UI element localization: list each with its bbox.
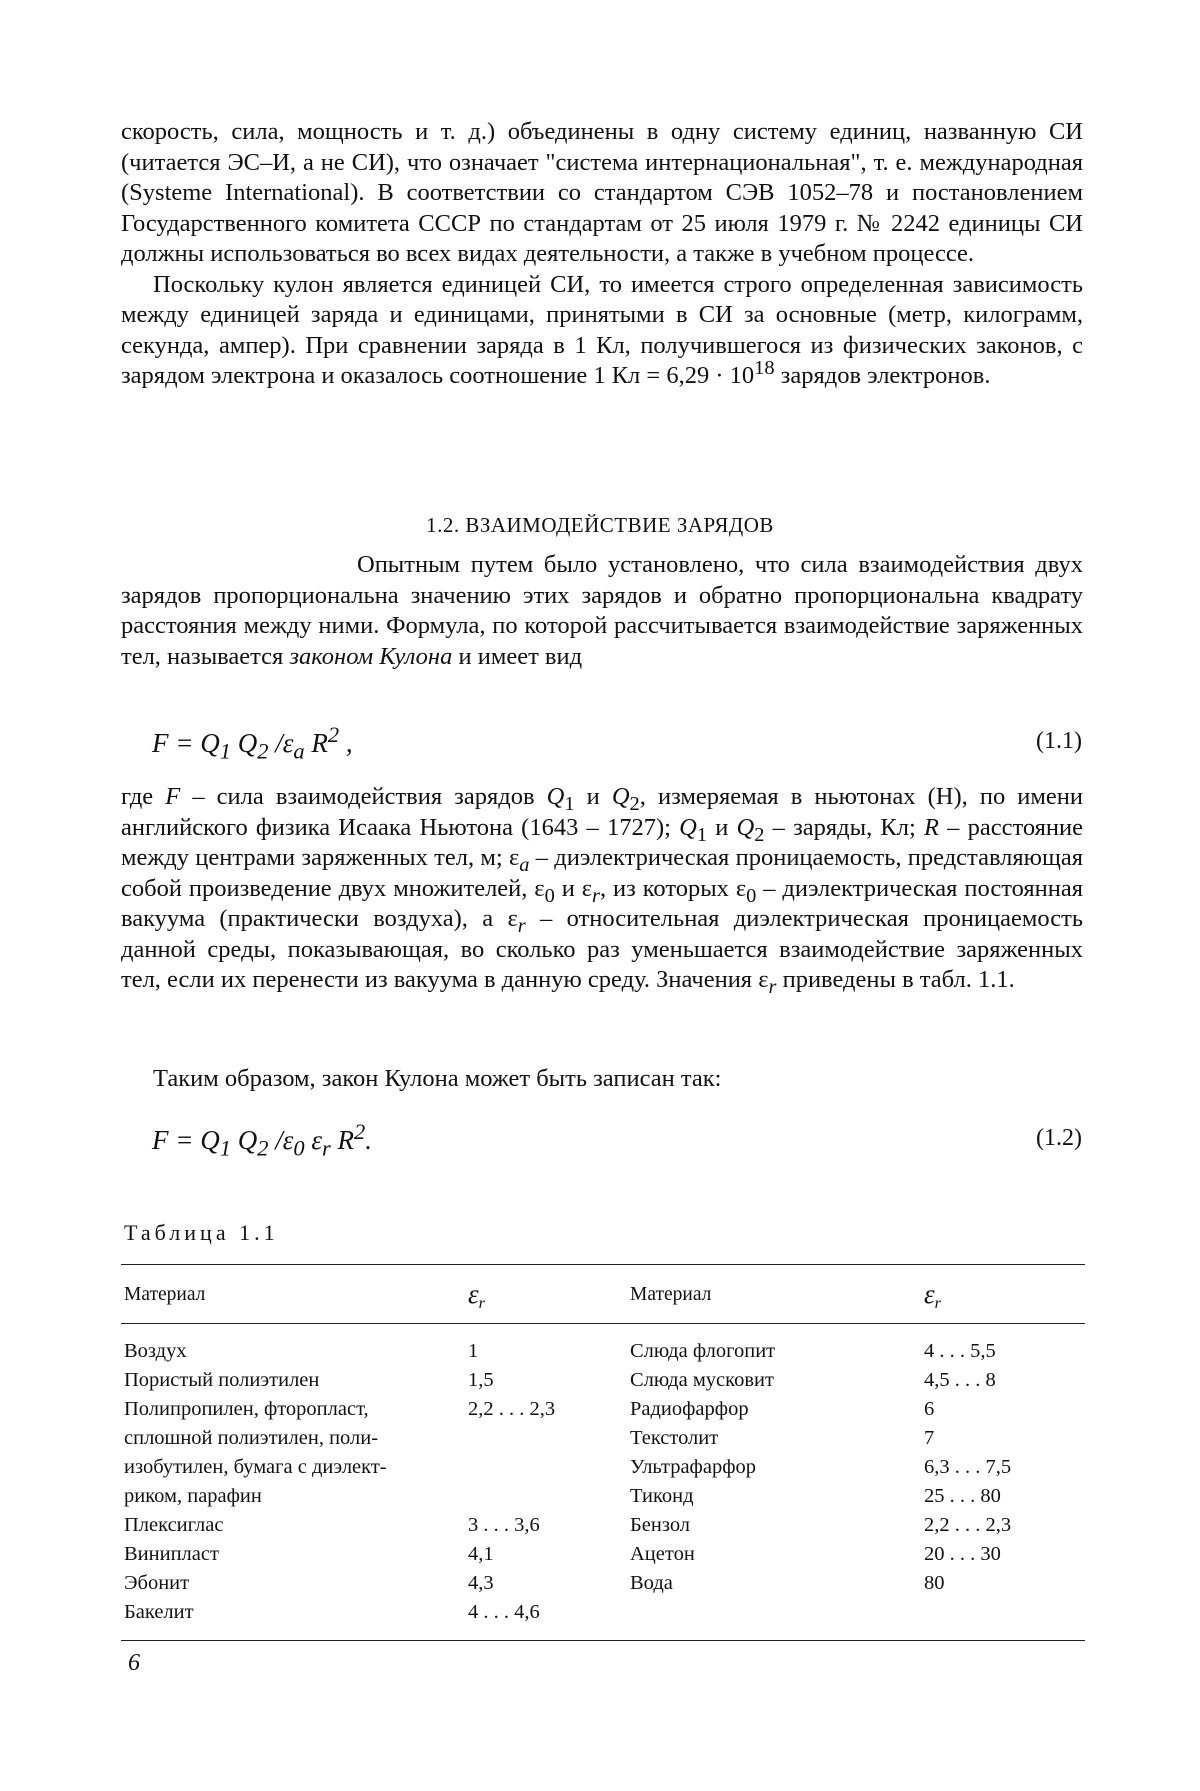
left-value-cell: 4 . . . 4,6 <box>468 1601 540 1623</box>
intro-text <box>121 117 1083 392</box>
where-erc-sub: r <box>768 975 777 998</box>
formula-2-er: ε <box>304 1125 322 1155</box>
section-p1-end: и имеет вид <box>452 642 583 670</box>
right-value-cell: 4 . . . 5,5 <box>924 1340 996 1362</box>
formula-1-tail: , <box>339 728 353 758</box>
header-eps-left <box>468 1280 485 1312</box>
where-t13: приведены в табл. 1.1. <box>776 966 1015 993</box>
table-bottom-rule <box>121 1640 1085 1641</box>
left-value-cell: 3 . . . 3,6 <box>468 1514 540 1536</box>
left-material-cell: риком, парафин <box>124 1485 262 1507</box>
where-ea-sub: a <box>519 853 530 876</box>
where-Q2b: Q <box>736 813 755 841</box>
left-material-cell: Винипласт <box>124 1543 219 1565</box>
table-header-row <box>124 1279 1084 1312</box>
header-eps-right-symbol: ε <box>924 1279 935 1309</box>
formula-1-mid: Q <box>230 728 258 758</box>
where-t5: и <box>707 813 737 841</box>
where-R: R <box>923 813 939 841</box>
intro-p2-end: зарядов электронов. <box>774 362 991 389</box>
left-material-cell: Эбонит <box>124 1572 190 1594</box>
right-material-cell: Слюда флогопит <box>630 1340 776 1362</box>
where-s2b: 2 <box>754 823 765 846</box>
table-top-rule <box>121 1264 1085 1265</box>
left-material-cell: Полипропилен, фторопласт, <box>124 1398 369 1420</box>
where-t11: – диэлектрическая постоянная вакуума (практически воздуха), а ε <box>121 874 1084 932</box>
formula-2-z-sub: 0 <box>293 1135 305 1161</box>
where-t8: – диэлектрическая проницаемость, представляющая собой произведение двух множителей, ε <box>121 844 1083 902</box>
where-text <box>121 782 1083 996</box>
where-s2: 2 <box>629 792 640 815</box>
header-eps-left-symbol: ε <box>468 1279 479 1309</box>
formula-1-a-sub: a <box>293 738 305 764</box>
right-value-cell: 6,3 . . . 7,5 <box>924 1456 1012 1478</box>
table-row <box>124 1598 1084 1627</box>
where-paragraph <box>121 782 1083 996</box>
intro-paragraph-2 <box>121 270 1083 392</box>
where-erb-sub: r <box>517 914 526 937</box>
right-material-cell: Тиконд <box>630 1485 694 1507</box>
left-material-cell: Бакелит <box>124 1601 194 1623</box>
right-material-cell: Ацетон <box>630 1543 695 1565</box>
formula-1-lhs: F = Q <box>152 728 220 758</box>
left-material-cell: изобутилен, бумага с диэлект- <box>124 1456 387 1478</box>
header-material-left: Материал <box>124 1284 206 1305</box>
section-heading: 1.2. ВЗАИМОДЕЙСТВИЕ ЗАРЯДОВ <box>426 513 774 537</box>
table-row <box>124 1482 1084 1511</box>
where-Q2: Q <box>611 783 630 810</box>
intro-p2-exponent: 18 <box>754 356 775 379</box>
table-header-rule <box>121 1323 1085 1324</box>
where-t1: где <box>121 783 166 810</box>
where-s1: 1 <box>564 792 575 815</box>
table-header <box>124 1279 1084 1312</box>
formula-1-div: /ε <box>268 728 294 758</box>
formula-1-q2-sub: 2 <box>257 738 269 764</box>
right-value-cell: 25 . . . 80 <box>924 1485 1001 1507</box>
right-value-cell: 6 <box>924 1398 935 1420</box>
formula-1-2 <box>152 1119 1082 1161</box>
where-t10: , из которых ε <box>600 874 747 902</box>
page-number: 6 <box>128 1650 140 1676</box>
section-text <box>121 550 1083 672</box>
formula-2-div: /ε <box>268 1125 294 1155</box>
where-t2: – сила взаимодействия зарядов <box>180 783 547 810</box>
formula-2-R: R <box>330 1125 355 1155</box>
formula-1-r: R <box>304 728 328 758</box>
intro-paragraph-1: скорость, сила, мощность и т. д.) объединены в одну систему единиц, названную СИ (читается ЭС–И, а не СИ), что означает "система интернациональная", т. е. международная (Systeme International). В соответствии со стандартом СЭВ 1052–78 и постановлением Государственного комитета СССР по стандартам от 25 июля 1979 г. № 2242 единицы СИ должны использоваться во всех видах деятельности, а также в учебном процессе. <box>121 118 1083 267</box>
table-row <box>124 1424 1084 1453</box>
left-value-cell: 1 <box>468 1340 479 1362</box>
intro-p2-start: Поскольку кулон является единицей СИ, то имеется строго определенная зависимость между единицей заряда и единицами, принятыми в СИ за основные (метр, килограмм, секунда, ампер). При сравнении заряда в 1 Кл, получившегося из физических законов, с зарядом электрона и оказалось соотношение 1 Кл = 6,29 · 10 <box>121 270 1083 389</box>
section-paragraph-1 <box>121 550 1083 672</box>
header-eps-right-sub: r <box>934 1293 941 1312</box>
formula-2-q1-sub: 1 <box>219 1135 231 1161</box>
where-F: F <box>165 783 181 810</box>
where-ea: ε <box>508 844 520 871</box>
left-material-cell: сплошной полиэтилен, поли- <box>124 1427 379 1449</box>
thus-text <box>121 1064 1083 1095</box>
header-material-right: Материал <box>630 1284 712 1305</box>
left-value-cell: 1,5 <box>468 1369 494 1391</box>
where-t9: и ε <box>554 874 593 902</box>
formula-1-1 <box>152 722 1082 764</box>
table-row <box>124 1569 1084 1598</box>
left-material-cell: Пористый полиэтилен <box>124 1369 320 1391</box>
formula-2-number: (1.2) <box>1036 1125 1082 1151</box>
right-material-cell: Бензол <box>630 1514 691 1536</box>
right-material-cell: Радиофарфор <box>630 1398 749 1420</box>
right-value-cell: 80 <box>924 1572 945 1594</box>
header-eps-left-sub: r <box>478 1293 485 1312</box>
thus-paragraph: Таким образом, закон Кулона может быть записан так: <box>153 1065 722 1092</box>
left-value-cell: 2,2 . . . 2,3 <box>468 1398 556 1420</box>
where-er-sub: r <box>592 884 600 907</box>
table-caption: Таблица 1.1 <box>124 1220 279 1245</box>
where-t4: , измеряемая в ньютонах (Н), по имени английского физика Исаака Ньютона (1643 – 1727); <box>121 783 1084 841</box>
table-row <box>124 1511 1084 1540</box>
header-eps-right <box>924 1280 941 1312</box>
where-t12: – относительная диэлектрическая проницаемость данной среды, показывающая, во сколько раз уменьшается взаимодействие заряженных тел, если их перенести из вакуума в данную среду. Значения ε <box>121 905 1083 993</box>
where-t6: – заряды, Кл; <box>764 813 924 841</box>
left-value-cell: 4,1 <box>468 1543 494 1565</box>
right-value-cell: 2,2 . . . 2,3 <box>924 1514 1012 1536</box>
table-row <box>124 1453 1084 1482</box>
where-Q1: Q <box>546 783 565 810</box>
where-t3: и <box>574 783 612 810</box>
where-s1b: 1 <box>696 823 708 846</box>
right-material-cell: Слюда мусковит <box>630 1369 774 1391</box>
where-t7: – расстояние между центрами заряженных тел, м; <box>121 813 1083 871</box>
right-material-cell: Текстолит <box>630 1427 719 1449</box>
formula-2-exp: 2 <box>354 1119 366 1144</box>
formula-1-number: (1.1) <box>1036 728 1082 754</box>
left-value-cell: 4,3 <box>468 1572 494 1594</box>
table-row <box>124 1337 1084 1366</box>
formula-2-mid: Q <box>230 1125 258 1155</box>
where-e0b-sub: 0 <box>746 884 757 907</box>
left-material-cell: Плексиглас <box>124 1514 224 1536</box>
left-material-cell: Воздух <box>124 1340 187 1362</box>
where-e0-sub: 0 <box>544 884 555 907</box>
formula-2-tail: . <box>365 1125 373 1155</box>
table-row <box>124 1366 1084 1395</box>
formula-2-r-sub: r <box>322 1135 331 1161</box>
section-p1-start: Опытным путем было установлено, что сила взаимодействия двух зарядов пропорциональна значению этих зарядов и обратно пропорциональна квадрату расстояния между ними. Формула, по которой рассчитывается взаимодействие заряженных тел, называется <box>121 551 1083 670</box>
table-row <box>124 1540 1084 1569</box>
table-body <box>124 1337 1084 1627</box>
section-p1-emphasis: законом Кулона <box>289 642 453 670</box>
formula-2-q2-sub: 2 <box>257 1135 269 1161</box>
where-Q1b: Q <box>679 813 697 841</box>
right-value-cell: 20 . . . 30 <box>924 1543 1001 1565</box>
formula-1-exp: 2 <box>327 722 340 747</box>
formula-1-q1-sub: 1 <box>219 738 231 764</box>
formula-2-lhs: F = Q <box>152 1125 220 1155</box>
right-value-cell: 7 <box>924 1427 935 1449</box>
table-row <box>124 1395 1084 1424</box>
right-material-cell: Ультрафарфор <box>630 1456 756 1478</box>
right-material-cell: Вода <box>630 1572 673 1594</box>
right-value-cell: 4,5 . . . 8 <box>924 1369 996 1391</box>
